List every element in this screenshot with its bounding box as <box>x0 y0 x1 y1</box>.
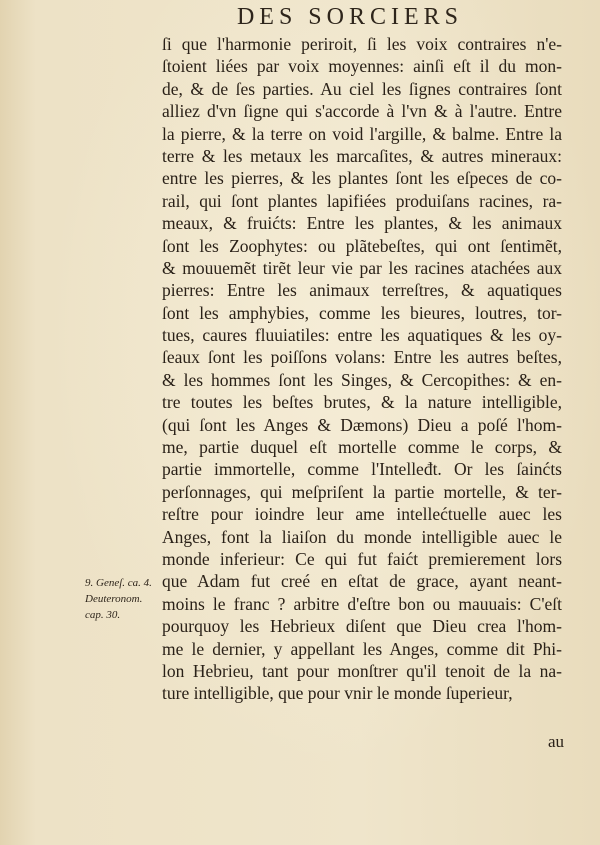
margin-note-line: Deuteronom. <box>85 593 143 605</box>
text-line: ſeaux ſont les poiſſons volans: Entre les autres beſtes, <box>162 347 562 368</box>
text-line: meaux, & fruićts: Entre les plantes, & les animaux <box>162 213 562 234</box>
running-title: DES SORCIERS <box>236 4 464 30</box>
text-line: ſont les amphybies, comme les bieures, loutres, tor- <box>162 302 562 323</box>
text-line: rail, qui ſont plantes lapifiées produiſans racines, ra- <box>162 190 562 211</box>
text-line: ſtoient liées par voix moyennes: ainſi eſt il du mon- <box>162 56 562 77</box>
text-line: terre & les metaux les marcaſites, & autres mineraux: <box>162 145 562 166</box>
text-line: alliez d'vn ſigne qui s'accorde à l'vn & à l'autre. Entre <box>162 101 562 122</box>
text-line: & les hommes ſont les Singes, & Cercopithes: & en- <box>162 369 562 390</box>
text-line: monde inferieur: Ce qui fut faićt premierement lors <box>162 548 562 569</box>
margin-notes <box>85 575 152 623</box>
text-line: me le dernier, y appellant les Anges, comme dit Phi- <box>162 638 562 659</box>
text-line: entre les pierres, & les plantes ſont les eſpeces de co- <box>162 168 562 189</box>
text-line: tues, caures fluuiatiles: entre les aquatiques & les oy- <box>162 325 562 346</box>
text-line: & mouuemẽt tirẽt leur vie par les racines atachées aux <box>162 257 562 278</box>
catchword: au <box>547 732 564 751</box>
text-line: perſonnages, qui meſpriſent la partie mortelle, & ter- <box>162 481 562 502</box>
text-line: lon Hebrieu, tant pour monſtrer qu'il tenoit de la na- <box>162 660 562 681</box>
text-line: moins le franc ? arbitre d'eſtre bon ou mauuais: C'eſt <box>162 593 562 614</box>
text-line: ſi que l'harmonie periroit, ſi les voix contraires n'e- <box>162 34 562 54</box>
margin-note-line: cap. 30. <box>85 609 121 621</box>
text-line: pourquoy les Hebrieux diſent que Dieu crea l'hom- <box>162 616 562 637</box>
body-text <box>162 33 562 705</box>
text-line: tre toutes les beſtes brutes, & la nature intelligible, <box>162 392 562 413</box>
text-line: me, partie duquel eſt mortelle comme le corps, & <box>162 437 562 458</box>
text-line: (qui ſont les Anges & Dæmons) Dieu a poſé l'hom- <box>162 414 562 435</box>
text-line: ſont les Zoophytes: ou plãtebeſtes, qui ont ſentimẽt, <box>162 235 562 256</box>
text-line: partie immortelle, comme l'Intelleđt. Or les ſainćts <box>162 459 562 480</box>
text-line: Anges, font la liaiſon du monde intelligible auec le <box>162 526 562 547</box>
text-line: de, & de ſes parties. Au ciel les ſignes contraires ſont <box>162 78 562 99</box>
margin-note-line: 9. Geneſ. ca. 4. <box>85 577 152 589</box>
text-line: reſtre pour ioindre leur ame intellećtuelle auec les <box>162 504 562 525</box>
text-line: que Adam fut creé en eſtat de grace, ayant neant- <box>162 571 562 592</box>
text-line: ture intelligible, que pour vnir le monde ſuperieur, <box>162 683 513 704</box>
text-line: la pierre, & la terre on void l'argille, & balme. Entre la <box>162 123 562 144</box>
text-line: pierres: Entre les animaux terreſtres, & aquatiques <box>162 280 562 301</box>
